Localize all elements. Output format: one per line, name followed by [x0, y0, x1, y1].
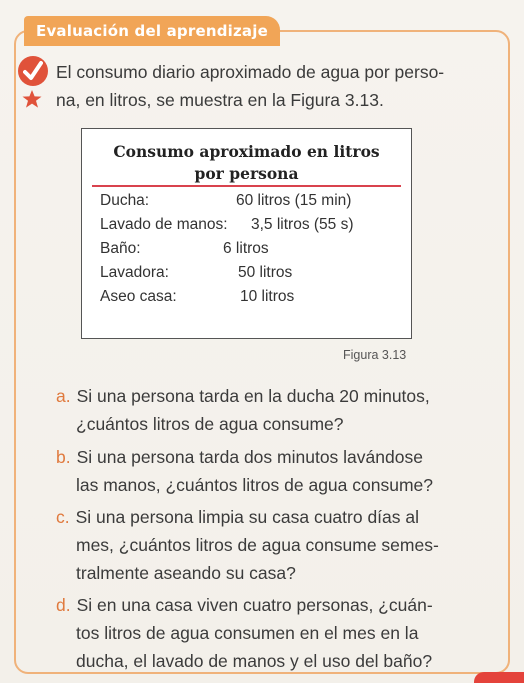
question-line: mes, ¿cuántos litros de agua consume semes-	[76, 535, 439, 555]
question-letter: a.	[56, 386, 71, 406]
question-letter: c.	[56, 507, 70, 527]
figure-row-label: Ducha:	[100, 192, 150, 209]
question-line: Si una persona tarda dos minutos lavándose	[76, 447, 423, 467]
question-line: tralmente aseando su casa?	[76, 563, 296, 583]
page-corner-tab	[474, 672, 524, 683]
question-line: ¿cuántos litros de agua consume?	[76, 414, 344, 434]
question-letter: d.	[56, 595, 71, 615]
question-line: Si una persona tarda en la ducha 20 minutos,	[76, 386, 430, 406]
star-icon	[21, 89, 43, 109]
question-line: Si en una casa viven cuatro personas, ¿cuán-	[76, 595, 433, 615]
figure-row-label: Lavadora:	[100, 264, 169, 281]
figure-3-13	[81, 128, 412, 339]
figure-row-label: Aseo casa:	[100, 288, 177, 305]
question-line: tos litros de agua consumen en el mes en la	[76, 623, 419, 643]
figure-title-line: por persona	[194, 164, 299, 183]
check-icon	[18, 56, 48, 86]
intro-line: El consumo diario aproximado de agua por perso-	[56, 62, 445, 82]
figure-row-value: 3,5 litros (55 s)	[251, 216, 354, 233]
question-line: ducha, el lavado de manos y el uso del baño?	[76, 651, 433, 671]
figure-divider	[92, 185, 401, 187]
figure-row-label: Lavado de manos:	[100, 216, 228, 233]
figure-row-value: 10 litros	[240, 288, 295, 305]
figure-row-value: 60 litros (15 min)	[236, 192, 352, 209]
intro-line: na, en litros, se muestra en la Figura 3.13.	[56, 90, 384, 110]
question-letter: b.	[56, 447, 71, 467]
figure-row-value: 50 litros	[238, 264, 293, 281]
question-d	[56, 591, 476, 675]
figure-row-value: 6 litros	[223, 240, 269, 257]
question-a	[56, 382, 476, 438]
section-header: Evaluación del aprendizaje	[24, 16, 280, 46]
question-b	[56, 443, 476, 499]
figure-title	[82, 141, 411, 185]
figure-caption: Figura 3.13	[343, 348, 407, 362]
question-c	[56, 503, 476, 587]
intro-text	[56, 58, 476, 114]
figure-row-label: Baño:	[100, 240, 141, 257]
question-line: las manos, ¿cuántos litros de agua consume?	[76, 475, 433, 495]
figure-title-line: Consumo aproximado en litros	[113, 142, 380, 161]
question-line: Si una persona limpia su casa cuatro días al	[75, 507, 420, 527]
